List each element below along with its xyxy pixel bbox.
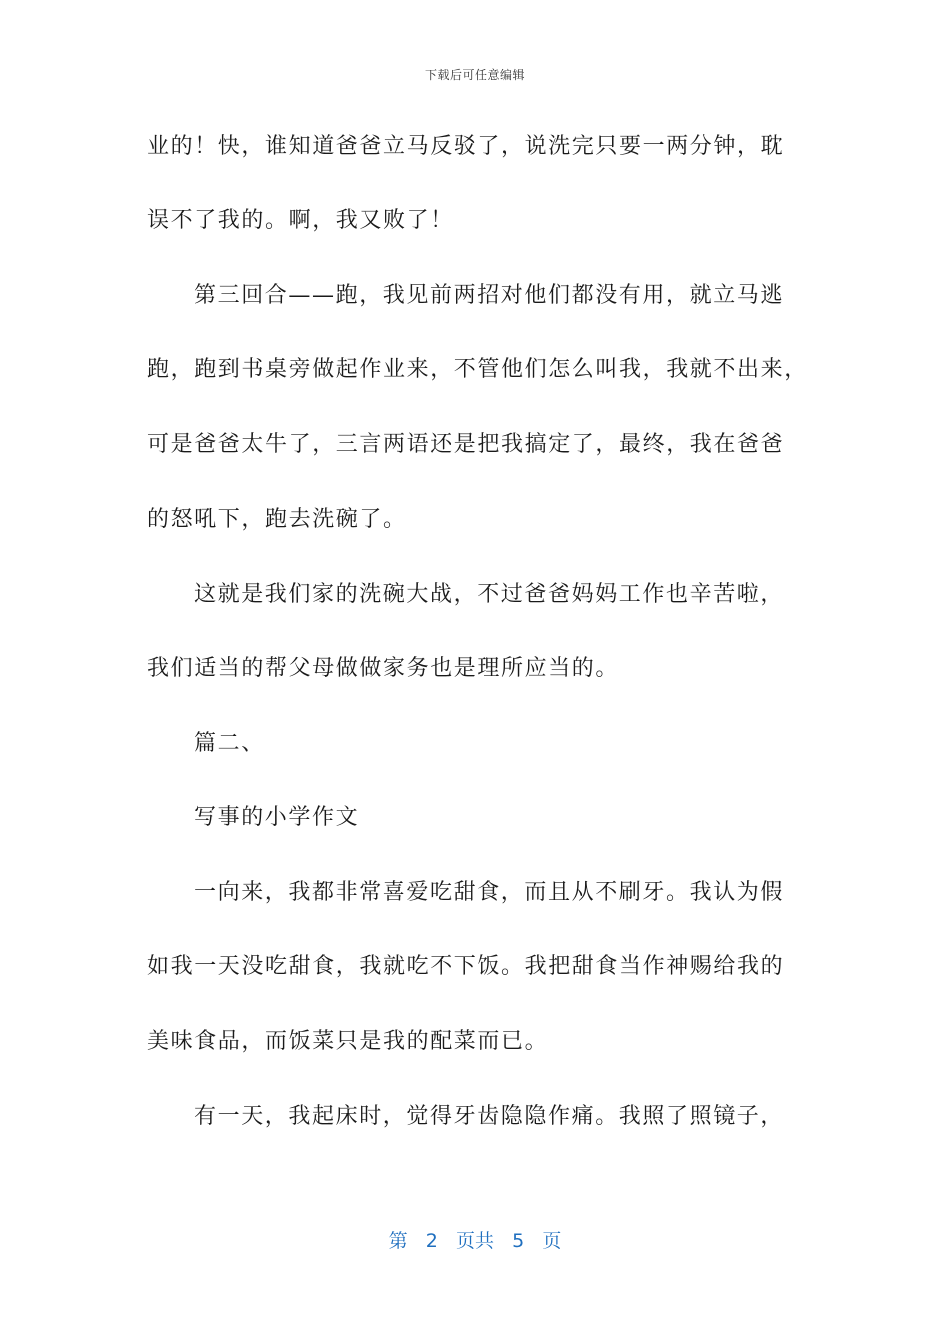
paragraph-line: 有一天，我起床时，觉得牙齿隐隐作痛。我照了照镜子， — [194, 1104, 785, 1129]
body-line: 跑，跑到书桌旁做起作业来，不管他们怎么叫我，我就不出来， — [147, 357, 808, 382]
footer-current-page: 2 — [425, 1230, 438, 1252]
page-header: 下载后可任意编辑 — [424, 68, 525, 82]
body-line: 美味食品，而饭菜只是我的配菜而已。 — [147, 1029, 549, 1054]
footer-total-pages: 5 — [512, 1230, 525, 1252]
footer-middle: 页共 — [455, 1230, 494, 1252]
body-line: 如我一天没吃甜食，我就吃不下饭。我把甜食当作神赐给我的 — [147, 954, 785, 979]
paragraph-line: 一向来，我都非常喜爱吃甜食，而且从不刷牙。我认为假 — [194, 880, 785, 905]
body-line: 误不了我的。啊，我又败了！ — [147, 208, 454, 233]
footer-suffix: 页 — [542, 1230, 562, 1252]
body-line: 可是爸爸太牛了，三言两语还是把我搞定了，最终，我在爸爸 — [147, 432, 785, 457]
body-line: 的怒吼下，跑去洗碗了。 — [147, 507, 407, 532]
page-footer — [0, 1226, 950, 1253]
footer-prefix: 第 — [388, 1230, 408, 1252]
body-line: 我们适当的帮父母做做家务也是理所应当的。 — [147, 656, 620, 681]
section-heading: 篇二、 — [194, 731, 265, 756]
body-line: 业的！快，谁知道爸爸立马反驳了，说洗完只要一两分钟，耽 — [147, 134, 785, 159]
essay-title: 写事的小学作文 — [194, 805, 360, 830]
paragraph-line: 这就是我们家的洗碗大战，不过爸爸妈妈工作也辛苦啦， — [194, 582, 785, 607]
paragraph-line: 第三回合——跑，我见前两招对他们都没有用，就立马逃 — [194, 283, 785, 308]
